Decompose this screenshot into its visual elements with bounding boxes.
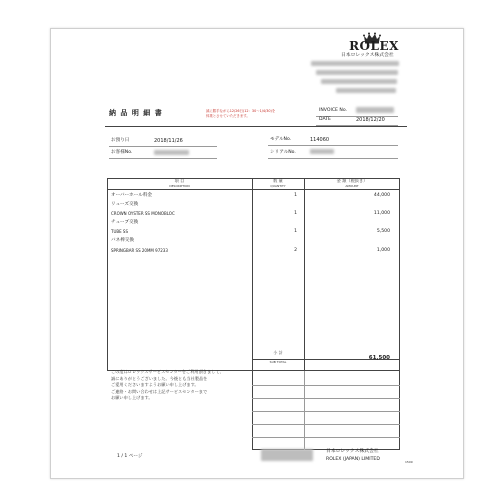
redacted-customer-no: [154, 150, 189, 155]
row-7-qty: 2: [294, 248, 297, 253]
invoice-no-label: INVOICE No.: [319, 108, 348, 113]
header-item-en: DESCRIPTION: [169, 184, 190, 188]
redacted-address-4: [336, 88, 396, 93]
row-3-amount: 11,000: [373, 211, 390, 216]
row-6-desc: バネ棒交換: [111, 238, 134, 243]
model-no-label: モデルNo.: [270, 137, 292, 142]
date-value: 2018/12/20: [356, 117, 385, 123]
company-name-jp: 日本ロレックス株式会社: [341, 53, 394, 58]
header-qty-en: QUANTITY: [270, 184, 286, 188]
redacted-address-1: [311, 61, 399, 66]
row-5-qty: 1: [294, 229, 297, 234]
header-amount-en: AMOUNT: [345, 184, 359, 188]
items-table: [107, 178, 400, 371]
row-4-desc: チューブ交換: [111, 220, 139, 225]
row-3-desc: CROWN OYSTER SS MONOBLOC: [111, 211, 175, 216]
row-5-desc: TUBE SS: [111, 229, 128, 234]
footer-company-en: ROLEX (JAPAN) LIMITED: [326, 457, 380, 462]
redacted-footer-address: [261, 449, 313, 461]
holiday-notice-line1: 誠に勝手ながら12/26日(12：30～1/4/30)を: [206, 109, 276, 113]
brand-name: ROLEX: [349, 39, 399, 53]
row-2-desc: リューズ交換: [111, 202, 139, 207]
subtotal-label-jp: 小 計: [273, 350, 283, 355]
model-no-value: 114060: [310, 137, 330, 143]
holiday-notice-line2: 休業とさせていただきます。: [206, 114, 250, 118]
document-title: 納 品 明 細 書: [109, 109, 163, 117]
header-qty-jp: 数 量: [273, 178, 283, 183]
redacted-serial-no: [310, 149, 334, 154]
header-amount-jp: 金 額（税抜き）: [336, 178, 368, 183]
row-5-amount: 5,500: [376, 229, 390, 234]
row-7-desc: SPRINGBAR SS 20MM 97233: [111, 248, 168, 253]
redacted-address-3: [321, 79, 397, 84]
footer-code: 1509: [405, 460, 413, 464]
redacted-invoice-no: [356, 107, 394, 113]
row-3-qty: 1: [294, 211, 297, 216]
header-item-jp: 項 目: [174, 178, 185, 183]
row-1-desc: オーバーホール料金: [111, 193, 153, 198]
note-line: お願い申し上げます。: [111, 395, 153, 400]
serial-no-label: シリアルNo.: [270, 150, 296, 155]
notes-block: [111, 369, 224, 402]
note-line: 誠にありがとうございました。今後とも当社製品を: [111, 375, 208, 381]
subtotal-value: 61,500: [368, 355, 390, 361]
note-line: ご愛用くださいますようお願い申し上げます。: [111, 382, 199, 387]
row-1-qty: 1: [294, 193, 297, 198]
note-line: ご連絡・お問い合わせは上記サービスセンターまで: [111, 388, 208, 394]
note-line: この度はロレックスサービスセンターをご利用頂きまして、: [111, 369, 224, 374]
page-counter: 1 / 1 ページ: [117, 454, 143, 459]
footer-company-jp: 日本ロレックス株式会社: [326, 449, 379, 454]
received-date-label: お預り日: [111, 138, 130, 143]
date-label: DATE: [319, 117, 331, 122]
redacted-address-2: [316, 70, 398, 75]
received-date-value: 2018/11/26: [154, 138, 183, 144]
invoice-page: [50, 28, 464, 479]
row-1-amount: 44,000: [373, 193, 390, 198]
subtotal-label-en: SUB TOTAL: [269, 360, 287, 364]
row-7-amount: 1,000: [376, 248, 390, 253]
customer-no-label: お客様No.: [111, 150, 133, 155]
